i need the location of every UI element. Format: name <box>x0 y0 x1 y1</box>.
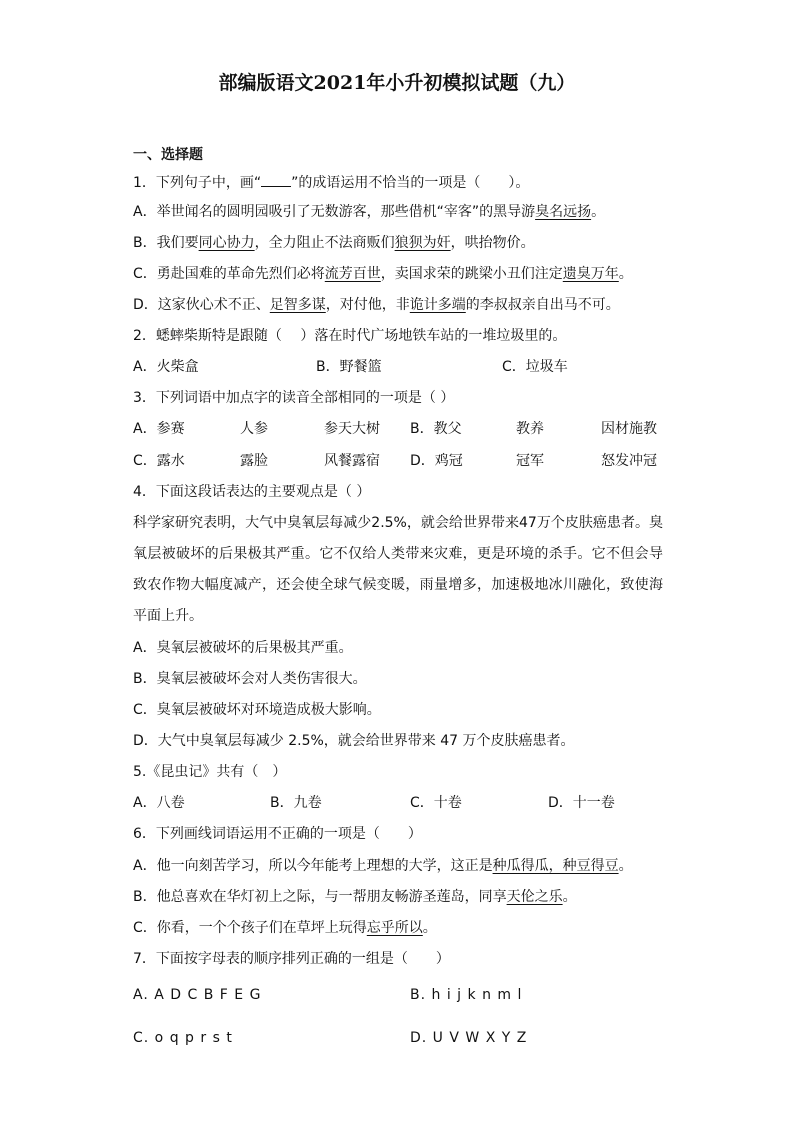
q3-r2-c3: 风餐露宿 <box>324 453 380 469</box>
section-heading: 一、选择题 <box>133 147 203 163</box>
q7-option-a: A. A D C B F E G <box>133 987 262 1003</box>
q2-stem: 2．蟋蟀柴斯特是跟随（ ）落在时代广场地铁车站的一堆垃圾里的。 <box>133 328 567 344</box>
q5-option-b: B．九卷 <box>270 795 322 811</box>
q5-stem: 5.《昆虫记》共有（ ） <box>133 764 287 780</box>
q5-option-d: D．十一卷 <box>548 795 615 811</box>
q6-option-c: C．你看，一个个孩子们在草坪上玩得忘乎所以。 <box>133 920 437 936</box>
q7-option-d: D. U V W X Y Z <box>410 1030 528 1046</box>
q4-option-c: C．臭氧层被破坏对环境造成极大影响。 <box>133 702 381 718</box>
q3-r2-c6: 怒发冲冠 <box>601 453 657 469</box>
q1-option-a: A．举世闻名的圆明园吸引了无数游客，那些借机“宰客”的黑导游臭名远扬。 <box>133 204 606 220</box>
q2-option-b: B．野餐篮 <box>316 359 382 375</box>
q3-r1-c1: A．参赛 <box>133 421 185 437</box>
q4-option-a: A．臭氧层被破坏的后果极其严重。 <box>133 640 353 656</box>
q5-option-c: C．十卷 <box>410 795 462 811</box>
q1-option-b: B．我们要同心协力，全力阻止不法商贩们狼狈为奸，哄抬物价。 <box>133 235 535 251</box>
q5-option-a: A．八卷 <box>133 795 185 811</box>
q3-r1-c6: 因材施教 <box>601 421 657 437</box>
q4-option-d: D．大气中臭氧层每减少 2.5%，就会给世界带来 47 万个皮肤癌患者。 <box>133 733 575 749</box>
q3-r2-c2: 露脸 <box>240 453 268 469</box>
q2-option-c: C．垃圾车 <box>502 359 568 375</box>
q2-option-a: A．火柴盒 <box>133 359 199 375</box>
q6-option-b: B．他总喜欢在华灯初上之际，与一帮朋友畅游圣莲岛，同享天伦之乐。 <box>133 889 577 905</box>
q3-r1-c2: 人参 <box>240 421 268 437</box>
q4-option-b: B．臭氧层被破坏会对人类伤害很大。 <box>133 671 367 687</box>
page-title: 部编版语文2021年小升初模拟试题（九） <box>218 72 576 94</box>
q1-stem: 1．下列句子中，画“ ”的成语运用不恰当的一项是（ ）。 <box>133 172 529 193</box>
q7-stem: 7．下面按字母表的顺序排列正确的一组是（ ） <box>133 951 450 967</box>
q3-r1-c3: 参天大树 <box>324 421 380 437</box>
q3-r2-c1: C．露水 <box>133 453 185 469</box>
q3-r2-c4: D．鸡冠 <box>410 453 463 469</box>
q4-stem: 4．下面这段话表达的主要观点是（ ） <box>133 484 371 500</box>
q6-stem: 6．下列画线词语运用不正确的一项是（ ） <box>133 826 422 842</box>
q6-option-a: A．他一向刻苦学习，所以今年能考上理想的大学，这正是种瓜得瓜，种豆得豆。 <box>133 858 633 874</box>
q3-stem: 3．下列词语中加点字的读音全部相同的一项是（ ） <box>133 390 455 406</box>
answer-blank <box>261 172 291 187</box>
q4-passage: 科学家研究表明，大气中臭氧层每减少2.5%，就会给世界带来47万个皮肤癌患者。臭氧层被破坏的后果极其严重。它不仅给人类带来灾难，更是环境的杀手。它不但会导致农作物大幅度减产，还会使全球气候变暖，雨量增多，加速极地冰川融化，致使海平面上升。 <box>133 515 663 624</box>
q3-r2-c5: 冠军 <box>516 453 544 469</box>
q7-option-b: B. h i j k n m l <box>410 987 523 1003</box>
q3-r1-c4: B．教父 <box>410 421 462 437</box>
q1-option-c: C．勇赴国难的革命先烈们必将流芳百世，卖国求荣的跳梁小丑们注定遗臭万年。 <box>133 266 633 282</box>
q1-option-d: D．这家伙心术不正、足智多谋，对付他，非诡计多端的李叔叔亲自出马不可。 <box>133 297 620 313</box>
q3-r1-c5: 教养 <box>516 421 544 437</box>
q7-option-c: C. o q p r s t <box>133 1030 233 1046</box>
